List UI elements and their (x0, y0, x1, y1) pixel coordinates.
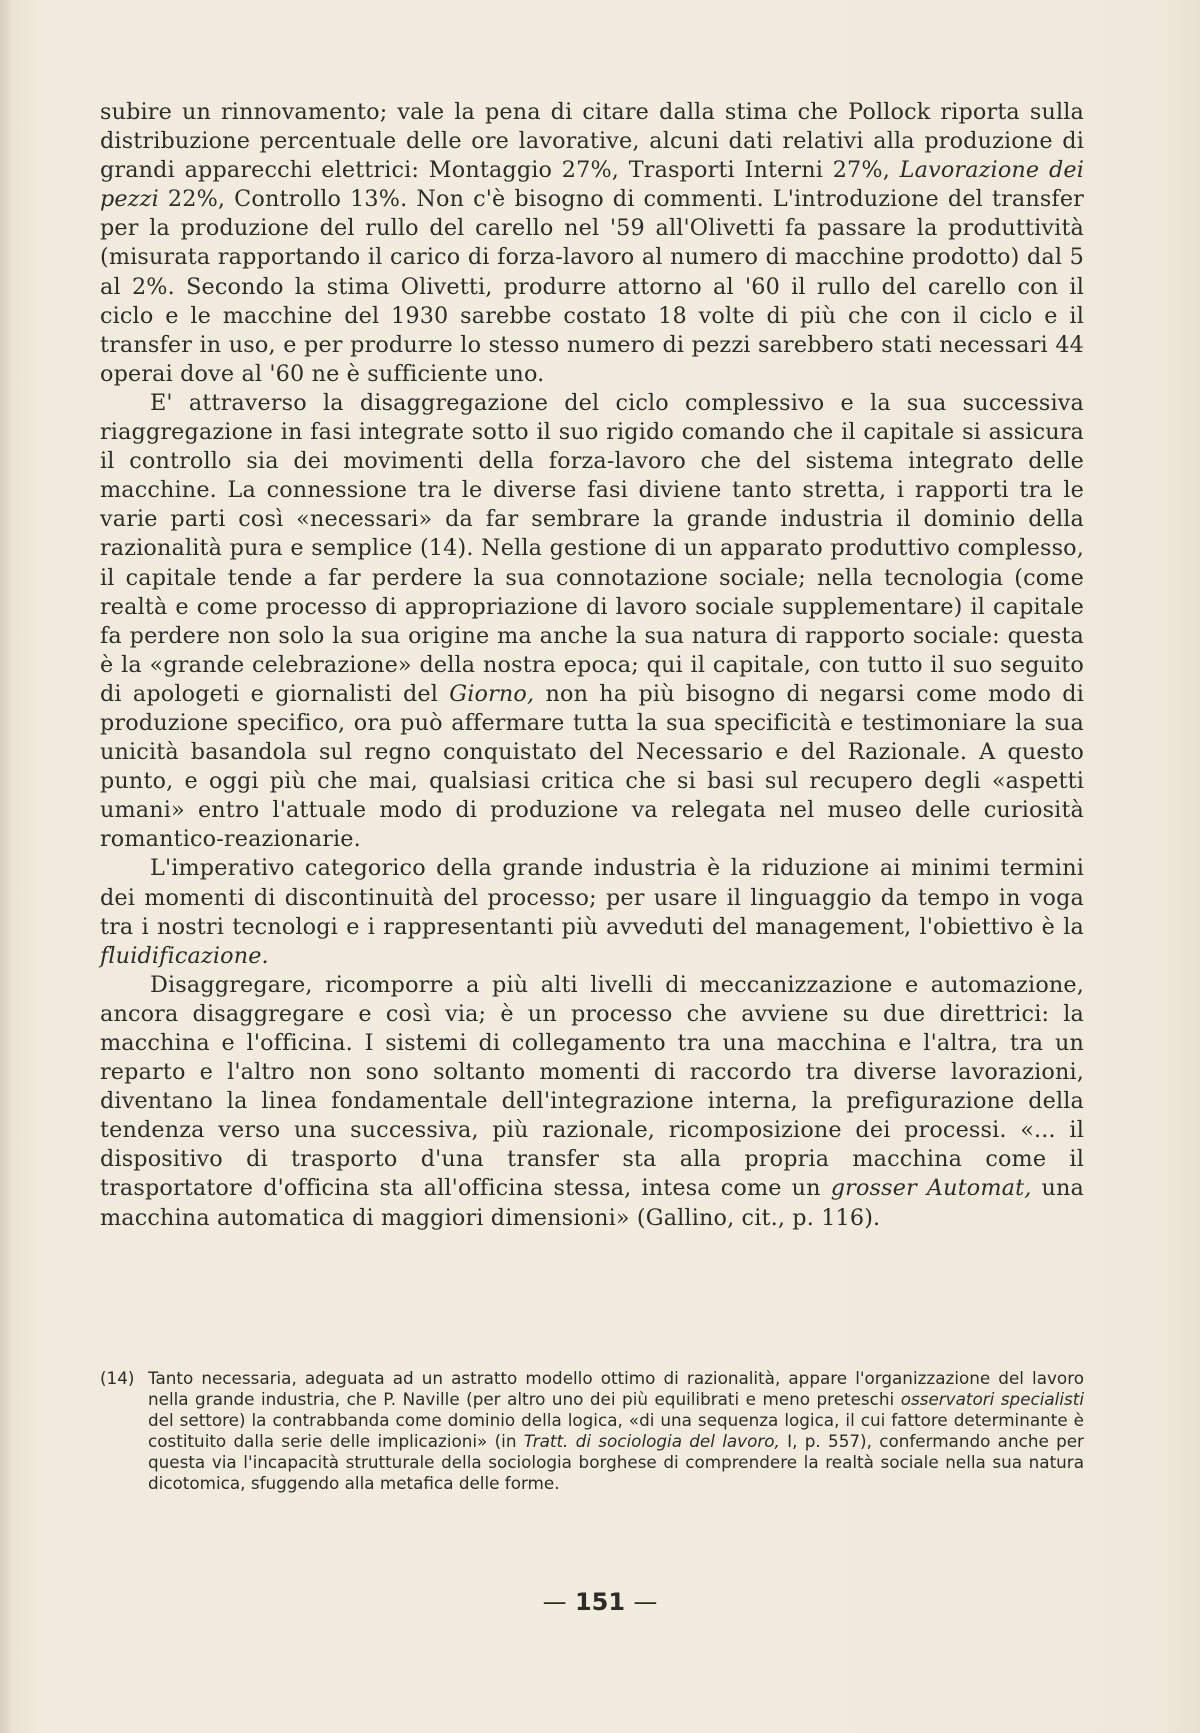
paragraph-1-italic: Lavorazione dei pezzi (100, 157, 1084, 213)
paragraph-4-rest: una macchina automatica di maggiori dimensioni» (Gallino, cit., p. 116). (100, 1175, 1084, 1231)
main-text (100, 98, 1084, 1233)
footnote-italic-a: osservatori specialisti (900, 1389, 1084, 1410)
paragraph-1 (100, 98, 1084, 389)
paragraph-2-rest: non ha più bisogno di negarsi come modo di produzione specifico, ora può affermare tutta la sua specificità e testimoniare la sua unicità basandola sul regno conquistato del Necessario e del Razionale. A questo punto, e oggi più che mai, qualsiasi critica che si basi sul recupero degli «aspetti umani» entro l'attuale modo di produzione va relegata nel museo delle curiosità romantico-reazionarie. (100, 680, 1084, 853)
footnote-text-c: I, p. 557), confermando anche per questa via l'incapacità strutturale della sociologia borghese di comprendere la realtà sociale nella sua natura dicotomica, sfuggendo alla metafica delle forme. (148, 1431, 1084, 1494)
paragraph-1-rest: 22%, Controllo 13%. Non c'è bisogno di commenti. L'introduzione del transfer per la produzione del rullo del carello nel '59 all'Olivetti fa passare la produttività (misurata rapportando il carico di forza-lavoro al numero di macchine prodotto) dal 5 al 2%. Secondo la stima Olivetti, produrre attorno al '60 il rullo del carello con il ciclo e le macchine del 1930 sarebbe costato 18 volte di più che con il ciclo e il transfer in uso, e per produrre lo stesso numero di pezzi sarebbero stati necessari 44 operai dove al '60 ne è sufficiente uno. (100, 186, 1084, 387)
page-number-dash-right: — (633, 1588, 658, 1616)
paragraph-4-text: Disaggregare, ricomporre a più alti livelli di meccanizzazione e automazione, ancora disaggregare e così via; è un processo che avviene su due direttrici: la macchina e l'officina. I sistemi di collegamento tra una macchina e l'altra, tra un reparto e l'altro non sono soltanto momenti di raccordo tra diverse lavorazioni, diventano la linea fondamentale dell'integrazione interna, la prefigurazione della tendenza verso una successiva, più razionale, ricomposizione dei processi. «... il dispositivo di trasporto d'una transfer sta alla propria macchina come il trasportatore d'officina sta all'officina stessa, intesa come un (100, 971, 1084, 1202)
paragraph-1-text: subire un rinnovamento; vale la pena di citare dalla stima che Pollock riporta sulla distribuzione percentuale delle ore lavorative, alcuni dati relativi alla produzione di grandi apparecchi elettrici: Montaggio 27%, Trasporti Interni 27%, (100, 99, 1084, 184)
footnote-text-a: Tanto necessaria, adeguata ad un astratto modello ottimo di razionalità, appare l'organizzazione del lavoro nella grande industria, che P. Naville (per altro uno dei più equilibrati e meno preteschi (148, 1368, 1084, 1410)
page-number-value: 151 (574, 1588, 626, 1616)
paragraph-2 (100, 389, 1084, 855)
footnote-text-b: del settore) la contrabbanda come dominio della logica, «di una sequenza logica, il cui fattore determinante è costituito dalla serie delle implicazioni» (in (148, 1410, 1084, 1452)
footnote-italic-b: Tratt. di sociologia del lavoro, (523, 1431, 780, 1452)
footnote-number: (14) (100, 1368, 135, 1388)
paragraph-4-italic: grosser Automat, (830, 1175, 1032, 1202)
paragraph-4 (100, 971, 1084, 1233)
page-number-dash-left: — (542, 1588, 567, 1616)
paragraph-2-italic: Giorno, (449, 680, 535, 707)
paragraph-2-text: E' attraverso la disaggregazione del ciclo complessivo e la sua successiva riaggregazione in fasi integrate sotto il suo rigido comando che il capitale si assicura il controllo sia dei movimenti della forza-lavoro che del sistema integrato delle macchine. La connessione tra le diverse fasi diviene tanto stretta, i rapporti tra le varie parti così «necessari» da far sembrare la grande industria il dominio della razionalità pura e semplice (14). Nella gestione di un apparato produttivo complesso, il capitale tende a far perdere la sua connotazione sociale; nella tecnologia (come realtà e come processo di appropriazione di lavoro sociale supplementare) il capitale fa perdere non solo la sua origine ma anche la sua natura di rapporto sociale: questa è la «grande celebrazione» della nostra epoca; qui il capitale, con tutto il suo seguito di apologeti e giornalisti del (100, 389, 1084, 707)
page-spine-shadow (0, 0, 14, 1733)
paragraph-3-italic: fluidificazione. (100, 942, 269, 969)
paragraph-3 (100, 854, 1084, 970)
paragraph-3-text: L'imperativo categorico della grande industria è la riduzione ai minimi termini dei momenti di discontinuità del processo; per usare il linguaggio da tempo in voga tra i nostri tecnologi e i rappresentanti più avveduti del management, l'obiettivo è la (100, 855, 1084, 940)
page-number (0, 1588, 1200, 1616)
footnote-14 (100, 1368, 1084, 1495)
